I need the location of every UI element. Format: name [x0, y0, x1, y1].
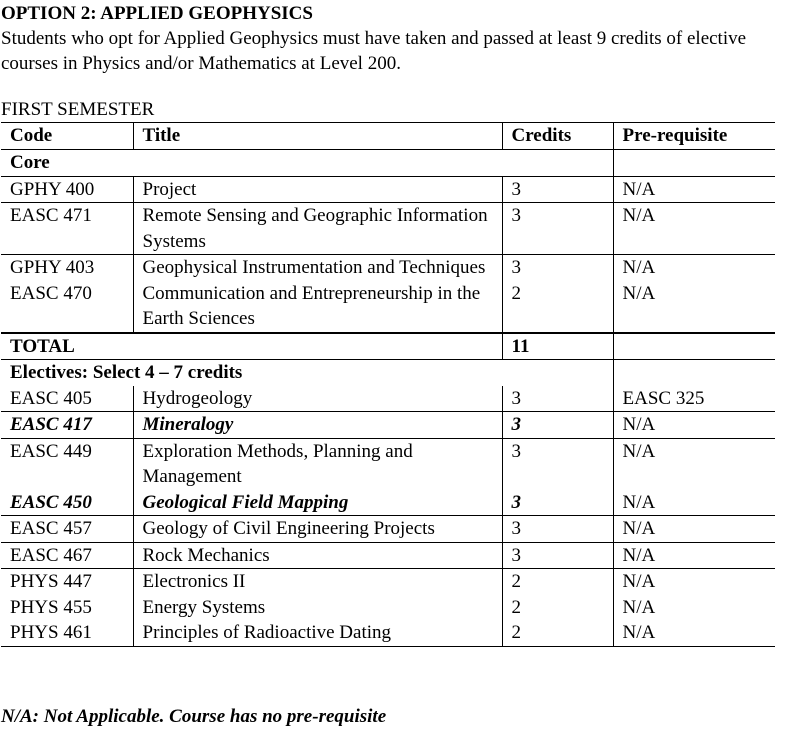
course-credits: 3 [502, 490, 613, 516]
course-credits: 2 [502, 569, 613, 595]
header-prerequisite: Pre-requisite [613, 123, 775, 150]
total-row [1, 333, 775, 360]
course-code: EASC 470 [10, 282, 92, 304]
course-title: Exploration Methods, Planning and Management [133, 438, 502, 490]
course-prereq: N/A [613, 176, 775, 203]
course-code: EASC 417 [1, 412, 133, 439]
table-row [1, 176, 775, 203]
course-prereq: N/A [613, 203, 775, 255]
table-row [1, 542, 775, 569]
course-code: GPHY 400 [1, 176, 133, 203]
course-code: EASC 471 [1, 203, 133, 255]
header-code: Code [1, 123, 133, 150]
course-credits: 3 [502, 542, 613, 569]
total-label: TOTAL [1, 333, 502, 360]
course-title: Geology of Civil Engineering Projects [133, 516, 502, 543]
course-prereq: N/A [613, 516, 775, 543]
course-prereq: N/A [613, 569, 775, 595]
course-credits: 3 [502, 176, 613, 203]
course-title: Electronics II [133, 569, 502, 595]
electives-section-label: Electives: Select 4 – 7 credits [10, 362, 243, 383]
table-row [1, 569, 775, 595]
table-row [1, 412, 775, 439]
course-prereq: N/A [613, 412, 775, 439]
course-code: EASC 467 [1, 542, 133, 569]
table-row [1, 438, 775, 490]
core-section-label: Core [1, 150, 613, 177]
course-credits: 3 [502, 412, 613, 439]
table-row [1, 490, 775, 516]
course-credits: 3 [502, 438, 613, 490]
intro-paragraph: Students who opt for Applied Geophysics must have taken and passed at least 9 credits of elective courses in Physics and/or Mathematics at Level 200. [1, 28, 747, 74]
table-header-row [1, 123, 775, 150]
course-prereq: N/A [613, 281, 775, 333]
course-title: Hydrogeology [133, 386, 502, 412]
total-empty [613, 333, 775, 360]
course-title: Rock Mechanics [133, 542, 502, 569]
electives-section-empty [613, 360, 775, 386]
header-credits: Credits [502, 123, 613, 150]
total-value: 11 [502, 333, 613, 360]
course-prereq: N/A [613, 595, 775, 621]
course-credits: 3 [502, 516, 613, 543]
course-credits: 3 [502, 255, 613, 281]
course-code: PHYS 455 [10, 596, 92, 618]
course-credits: 3 [502, 386, 613, 412]
course-prereq: N/A [613, 620, 775, 646]
table-row [1, 516, 775, 543]
course-title: Geophysical Instrumentation and Techniques [133, 255, 502, 281]
course-credits: 2 [502, 620, 613, 646]
section-heading: OPTION 2: APPLIED GEOPHYSICS [1, 3, 313, 24]
course-code: EASC 405 [1, 386, 133, 412]
course-title: Principles of Radioactive Dating [133, 620, 502, 646]
header-title: Title [133, 123, 502, 150]
course-code: PHYS 447 [10, 571, 92, 592]
table-row [1, 281, 775, 333]
table-row [1, 386, 775, 412]
course-title: Project [133, 176, 502, 203]
table-row [1, 595, 775, 621]
course-prereq: N/A [613, 542, 775, 569]
semester-label: FIRST SEMESTER [1, 99, 155, 120]
course-credits: 2 [502, 595, 613, 621]
course-code: PHYS 461 [1, 620, 133, 646]
course-code: EASC 450 [1, 490, 133, 516]
course-credits: 3 [502, 203, 613, 255]
course-title: Communication and Entrepreneurship in the Earth Sciences [133, 281, 502, 333]
course-prereq: N/A [613, 438, 775, 490]
footnote: N/A: Not Applicable. Course has no pre-requisite [1, 706, 387, 727]
course-title: Mineralogy [133, 412, 502, 439]
course-title: Remote Sensing and Geographic Information Systems [133, 203, 502, 255]
table-row [1, 203, 775, 255]
course-title: Geological Field Mapping [133, 490, 502, 516]
course-prereq: N/A [613, 255, 775, 281]
table-row [1, 620, 775, 646]
course-title: Energy Systems [133, 595, 502, 621]
course-code: GPHY 403 [10, 257, 95, 278]
course-code: EASC 457 [1, 516, 133, 543]
electives-section-row [1, 360, 775, 386]
core-section-row [1, 150, 775, 177]
course-table [1, 122, 775, 647]
course-credits: 2 [502, 281, 613, 333]
table-row [1, 255, 775, 281]
course-code: EASC 449 [10, 440, 92, 462]
core-section-empty [613, 150, 775, 177]
course-prereq: N/A [613, 490, 775, 516]
course-prereq: EASC 325 [613, 386, 775, 412]
